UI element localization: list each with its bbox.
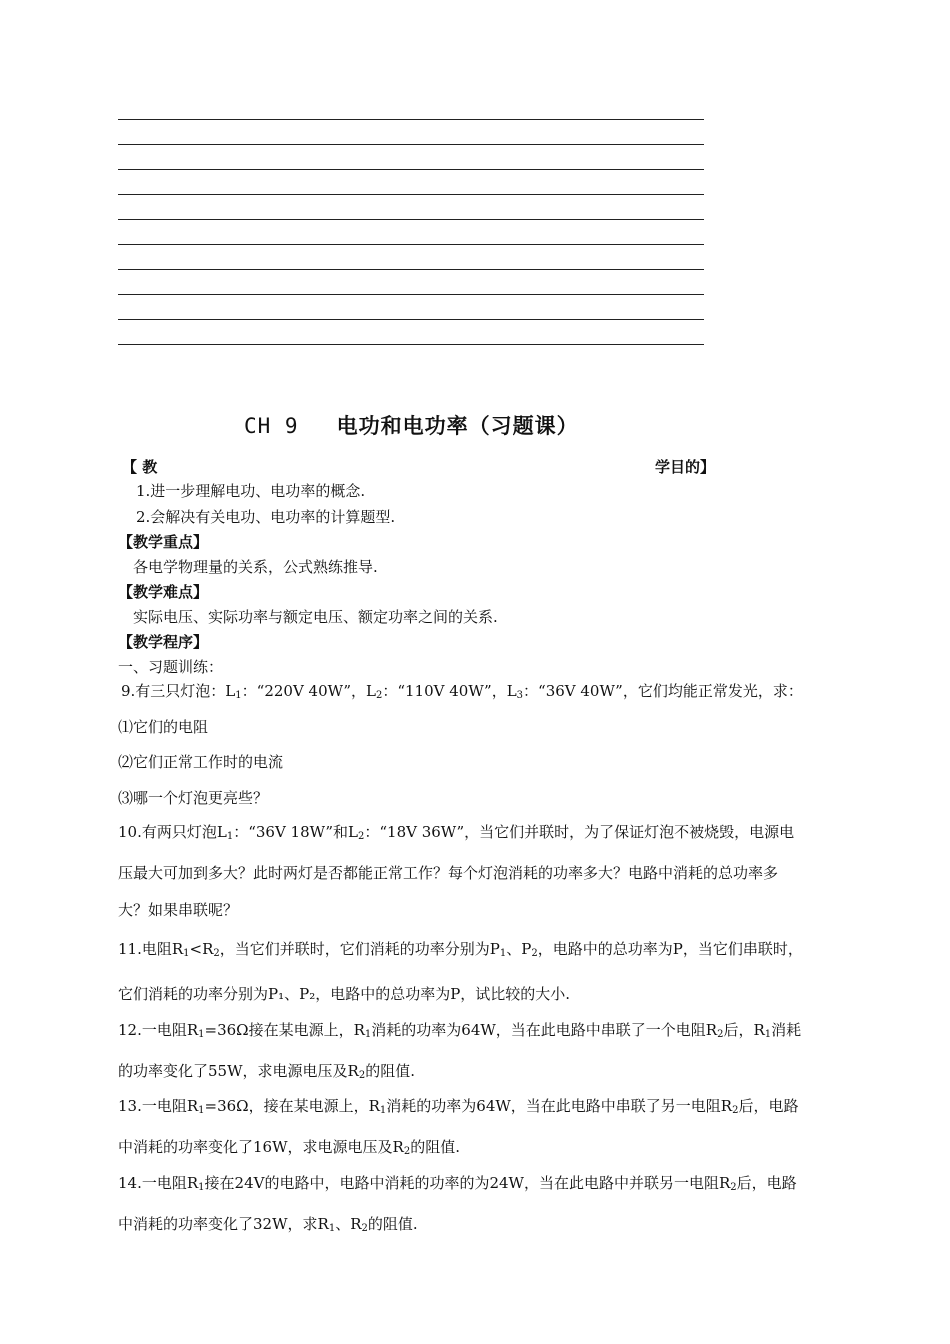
difficulties-heading: 【教学难点】 [118,583,209,601]
q11-text: <R [189,940,214,958]
subscript: 1 [499,948,507,959]
question-12 [118,1012,860,1094]
writing-line [118,194,704,195]
q11-text: 11.电阻R [118,940,184,958]
q10-text: 10.有两只灯泡L [118,823,227,841]
q9-text: ：“110V 40W”，L [382,682,517,700]
subscript: 2 [213,948,220,959]
subscript: 3 [516,690,524,701]
subscript: 1 [226,831,234,842]
subscript: 2 [730,1182,737,1193]
subscript: 2 [732,1105,739,1116]
q13-text: 13.一电阻R [118,1097,199,1115]
q14-text: 接在24V的电路中，电路中消耗的功率的为24W，当在此电路中并联另一电阻R [204,1174,731,1192]
q12-line [118,1012,860,1053]
q14-line [118,1165,860,1206]
q14-text: 14.一电阻R [118,1174,199,1192]
subscript: 1 [198,1105,205,1116]
q9-subquestion: ⑵它们正常工作时的电流 [118,753,284,771]
q14-text: 的阻值. [367,1215,418,1233]
q13-line [118,1129,860,1170]
subscript: 1 [379,1105,387,1116]
key-points-text: 各电学物理量的关系，公式熟练推导. [133,558,378,576]
q9-subquestion: ⑴它们的电阻 [118,718,209,736]
q13-text: 的阻值. [410,1138,460,1156]
subscript: 2 [361,1223,368,1234]
q13-line [118,1088,860,1129]
subscript: 1 [235,690,242,701]
q11-text: 、P [506,940,532,958]
chapter-topic: 电功和电功率（习题课） [336,413,579,438]
writing-line [118,169,704,170]
subscript: 2 [403,1146,411,1157]
q9-text: ：“220V 40W”，L [241,682,376,700]
subscript: 2 [531,948,538,959]
q12-text: 12.一电阻R [118,1021,199,1039]
subscript: 1 [364,1029,372,1040]
subscript: 1 [183,948,190,959]
question-9 [121,680,803,701]
q12-text: 的阻值. [365,1062,415,1080]
writing-line [118,294,704,295]
q9-text: 9.有三只灯泡：L [121,682,236,700]
writing-line [118,344,704,345]
writing-line [118,219,704,220]
q11-line: 它们消耗的功率分别为P₁、P₂，电路中的总功率为P，试比较的大小. [118,985,571,1003]
q14-text: 中消耗的功率变化了32W，求R [118,1215,329,1233]
subscript: 1 [198,1182,205,1193]
chapter-label: CH 9 [244,414,299,438]
subscript: 2 [375,690,383,701]
q9-text: ：“36V 40W”，它们均能正常发光，求： [523,682,803,700]
question-13 [118,1088,860,1170]
subscript: 2 [358,1070,366,1081]
subscript: 1 [328,1223,336,1234]
subscript: 1 [764,1029,772,1040]
objective-item: 2.会解决有关电功、电功率的计算题型. [136,508,396,526]
subscript: 2 [357,831,365,842]
objectives-heading-right: 学目的】 [655,458,716,476]
question-10 [118,814,860,929]
writing-line [118,244,704,245]
question-11 [118,931,860,1013]
writing-line [118,119,704,120]
q14-text: 、R [335,1215,362,1233]
writing-line [118,319,704,320]
objectives-heading-left: 【 教 [122,458,158,476]
q10-line [118,814,860,855]
q12-text: 消耗 [771,1021,802,1039]
q13-text: 后，电路 [738,1097,799,1115]
q11-text: ，当它们并联时，它们消耗的功率分别为P [219,940,500,958]
subscript: 2 [717,1029,724,1040]
q9-subquestion: ⑶哪一个灯泡更亮些？ [118,789,269,807]
q14-text: 后，电路 [736,1174,797,1192]
q13-text: =36Ω，接在某电源上，R [204,1097,380,1115]
q12-text: =36Ω接在某电源上，R [204,1021,365,1039]
q13-text: 中消耗的功率变化了16W，求电源电压及R [118,1138,404,1156]
q11-text: ，电路中的总功率为P，当它们串联时， [537,940,803,958]
difficulties-text: 实际电压、实际功率与额定电压、额定功率之间的关系. [133,608,498,626]
q12-text: 的功率变化了55W，求电源电压及R [118,1062,359,1080]
section-heading: 一、习题训练： [118,658,224,676]
q10-line: 压最大可加到多大？此时两灯是否都能正常工作？每个灯泡消耗的功率多大？电路中消耗的总功率多 [118,864,779,882]
q10-text: ：“36V 18W”和L [233,823,358,841]
q12-text: 消耗的功率为64W，当在此电路中串联了一个电阻R [371,1021,718,1039]
procedure-heading: 【教学程序】 [118,633,209,651]
q10-text: ：“18V 36W”，当它们并联时，为了保证灯泡不被烧毁，电源电 [364,823,795,841]
q12-text: 后，R [723,1021,765,1039]
q10-line: 大？如果串联呢？ [118,901,239,919]
page-title [244,410,579,440]
objective-item: 1.进一步理解电功、电功率的概念. [136,482,366,500]
key-points-heading: 【教学重点】 [118,533,209,551]
writing-line [118,144,704,145]
q11-line [118,931,860,972]
q13-text: 消耗的功率为64W，当在此电路中串联了另一电阻R [386,1097,733,1115]
writing-line [118,269,704,270]
q14-line [118,1206,860,1247]
question-14 [118,1165,860,1247]
subscript: 1 [198,1029,205,1040]
